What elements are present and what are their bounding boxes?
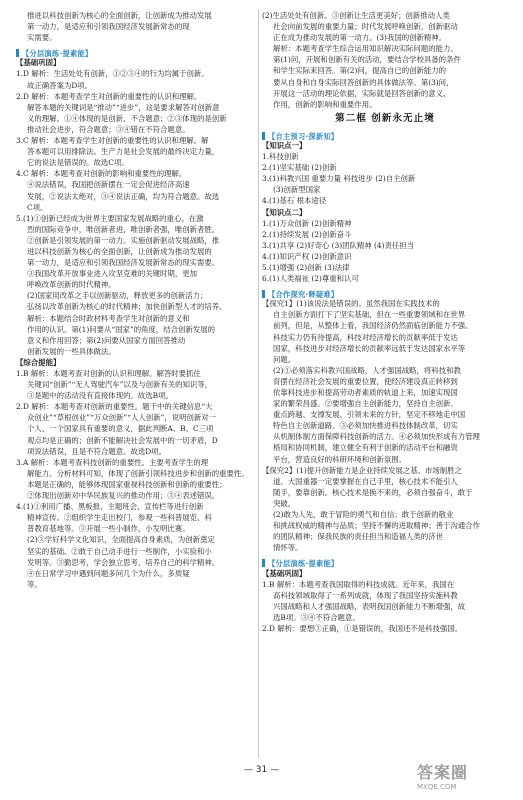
watermark-logo — [417, 760, 513, 794]
text-line: 依靠科技进步和提高劳动者素质的轨道上来，加速实现国 — [273, 388, 458, 397]
text-line: 突破。 — [273, 498, 296, 508]
text-line: 开展这一活动的理论依据，实际就是回答创新的意义、 — [273, 88, 451, 98]
text-line: 道。大国重器一定要掌握在自己手里，核心技术不能引人 — [273, 476, 458, 486]
text-line: 从机制体制方面保障科技创新的活力。④必须加快形成有力管理 — [273, 432, 480, 442]
text-line: 关键词“创新”“无人驾驶汽车”以及与创新有关的知识等， — [27, 380, 213, 390]
lesson-title: 第二框 创新永无止境 — [335, 112, 435, 124]
text-line: ③我国改革开放事业进入攻坚克难的关键时期，更加 — [27, 269, 197, 279]
text-line: 发明等。③勤思考，学会独立思考，培养自己的科学精神。 — [27, 557, 220, 567]
text-line: 解析：本题结合时政材料考查学生对创新的意义和 — [27, 313, 190, 323]
text-line: 兴国战略和人才强国战略，表明我国创新能力不断增强，故 — [273, 601, 466, 611]
text-line: 项说法错误，且是不符合题意。故选D项。 — [27, 446, 166, 456]
text-line: (2)国家用改革之手以创新驱动，释放更多的创新活力； — [27, 291, 208, 301]
text-line: 推动社会进步，符合题意；③④错在不符合题意。 — [27, 124, 190, 134]
text-line: 坚实的基础。②敢于自己动手进行一些制作，小实验和小 — [27, 546, 212, 556]
section-heading: 【基础巩固】 — [262, 568, 307, 578]
right-column — [262, 10, 508, 634]
text-line: 义的理解。①④体现的是创新，不合题意；②③体现的是创新 — [27, 113, 227, 123]
page-number: — 31 — — [243, 765, 280, 775]
text-line: 本题是正确的，能够体现国家重视科技创新和创新的重要性； — [27, 479, 227, 489]
text-line: 3.A 解析：本题考查科技创新的重要性。主要考查学生的理 — [16, 457, 209, 467]
band-marker — [262, 290, 265, 298]
text-line: 4.(1)①利用广播、黑板报、主题班会、宣传栏等进行创新 — [16, 502, 204, 512]
text-line: 平台，营造良好的科研环境和创新氛围。 — [273, 454, 407, 464]
text-line: 要从自身和自身实际回答创新的具体做法等。第(3)问， — [273, 77, 454, 87]
text-line: 推进以科技创新为核心的全面创新，让创新成为推动发展 — [27, 11, 212, 20]
text-line: 1.科技创新 — [262, 152, 299, 162]
band-marker — [16, 49, 19, 57]
text-line: 5.(1)①创新已经成为世界主要国家发展战略的重心。在激 — [16, 213, 204, 223]
text-line: 创新发展的一些具体做法。 — [27, 346, 116, 356]
section-band-label: 【分层演练·提素能】 — [268, 559, 339, 569]
text-line: 高科技领域取得了一系列成就，体现了我国坚持实施科教 — [273, 590, 458, 600]
text-line: 1.(1)万众创新 (2)创新精神 — [262, 218, 352, 228]
text-line: 问题。 — [273, 354, 296, 364]
text-line: 3.C 解析：本题考查学生对创新的重要性的认识和理解。解 — [16, 136, 209, 146]
section-heading: 【综合提能】 — [16, 357, 61, 367]
text-line: 观点均是正确的；创新不能解决社会发展中的一切矛盾，D — [27, 435, 218, 445]
text-line: 4.(1)基石 根本途径 — [262, 196, 327, 206]
text-line: 正在成为推动发展的第一动力。(3)我国的创新精神。 — [273, 33, 447, 43]
watermark-text: 答案圈 — [417, 763, 469, 782]
section-band — [16, 45, 253, 59]
text-line: 家的繁荣昌盛。②要增强自主创新能力，坚持自主创新、 — [273, 399, 458, 409]
text-line: ③是题中的活动没有直接体现的。故选B项。 — [27, 391, 173, 401]
text-line: 情怀等。 — [273, 543, 303, 553]
text-line: 解析：本题考查学生综合运用知识解决实际问题的能力。 — [273, 44, 458, 54]
text-line: 国家，科技进步对经济增长的贡献率远低于发达国家水平等 — [273, 343, 466, 353]
text-line: 特色自主创新道路。③必须加快推进科技体制改革，切实 — [273, 421, 458, 431]
text-line: 和挑战权威的精神与品质；坚持不懈的进取精神；善于沟通合作 — [273, 521, 480, 531]
left-column — [16, 10, 253, 590]
text-line: 6.(1)人类福祉 (2)尊重和认可 — [262, 274, 359, 284]
text-line: 第一动力，是适应和引领我国经济发展新常态的现实需要。 — [27, 258, 220, 268]
section-band — [262, 128, 508, 139]
text-line: (2)①必须落实科教兴国战略，人才强国战略，将科技和教 — [273, 365, 461, 375]
text-line: 4.C 解析：本题考查对创新的影响和重要性的理解。 — [16, 169, 187, 179]
text-line: 解答本题的关键词是“推动”“进步”，这是要求解答对创新意 — [27, 102, 220, 112]
text-line: 1.D 解析：生活处处有创新，①②③④的行为均属于创新。 — [16, 69, 209, 79]
text-line: 和学生实际来回答。第(2)问，提高自已的创新能力的 — [273, 66, 447, 76]
text-line: (2)③学好科学文化知识，全面提高自身素质，为创新奠定 — [27, 535, 215, 545]
text-line: 2.D 解析：本题考查对创新的重要性。题干中的关键信息“大 — [16, 402, 213, 412]
text-line: 3.(1)共享 (2)好奇心 (3)团队精神 (4)责任担当 — [262, 240, 415, 250]
text-line: (2)生活处处有创新。③创新让生活更美好；创新推动人类 — [262, 11, 450, 20]
text-line: 【探究1】(1)该说法是错误的。虽然我国在实践技术的 — [262, 299, 440, 309]
text-line: 社会向前发展的重要力量；时代发展呼唤创新，创新驱动 — [273, 22, 458, 32]
text-line: 精神宣传。②组织学生走出校门，参观一些科普展览、科 — [27, 513, 212, 523]
text-line: 作用的认识。第(1)问要从“国家”的角度，结合创新发展的 — [27, 324, 216, 334]
band-marker — [262, 559, 265, 567]
text-line: 烈的国际竞争中，唯创新者进，唯创新者强，唯创新者胜。 — [27, 224, 220, 234]
section-band — [262, 555, 508, 569]
text-line: 众创业”“草根创业”“万众创新”“人人创新”，说明创新对一 — [27, 413, 217, 423]
text-line: ②创新是引领发展的第一动力。实施创新驱动发展战略，推 — [27, 235, 220, 245]
text-line: 随手，要靠创新。核心技术是换不来的，必须自强奋斗，敢于 — [273, 487, 473, 497]
text-line: ②体现出创新对中华民族复兴的推动作用；③④表述错误。 — [27, 491, 220, 501]
watermark-url: MXQE.COM — [417, 783, 457, 791]
text-line: 普教育基地等。③开展一些小制作，小发明比赛。 — [27, 524, 190, 534]
section-heading: 【基础巩固】 — [16, 58, 61, 68]
text-line: 格局和协同机制，建立健全有利于创新的活动平台和融资 — [273, 443, 458, 453]
text-line: 等。 — [27, 579, 42, 589]
text-line: 解能力。分析材料可知，体现了创新引领科技进步和创新的重要性。 — [27, 468, 249, 478]
text-line: (3)创新型国家 — [273, 185, 321, 195]
text-line: ④说法错误，我国把创新摆在一定会促进经济高速 — [27, 180, 190, 190]
text-line: 选B项。③④不符合题意。 — [273, 612, 360, 622]
text-line: 个人、一个国家具有重要的意义，据此判断A、B、C三项 — [27, 424, 214, 434]
section-band — [262, 286, 508, 300]
section-band-label: 【自主预习·探新知】 — [268, 131, 339, 141]
text-line: 2.D 解析：要想③正确，①是错误的，我国还不是科技强国。 — [262, 623, 463, 633]
section-heading: 【知识点一】 — [262, 140, 307, 150]
band-marker — [262, 132, 265, 140]
column-divider — [258, 10, 259, 758]
text-line: 它的说法是错误的。故选C项。 — [27, 158, 129, 168]
section-band-label: 【分层演练·提素能】 — [22, 49, 93, 59]
text-line: C项。 — [27, 202, 48, 212]
text-line: 育摆在经济社会发展的重要位置，使经济建设真正转移到 — [273, 376, 458, 386]
text-line: 2.(1)坚实基础 (2)创新 — [262, 163, 337, 173]
section-heading: 【知识点二】 — [262, 207, 307, 217]
section-band-label: 【合作探究·释疑难】 — [268, 290, 339, 300]
text-line: 意义和作用回答；第(2)问要从国家方面回答推动 — [27, 335, 186, 345]
text-line: 呼唤改革创新的时代精神。 — [27, 280, 116, 290]
text-line: 5.(1)增强 (2)创新 (3)法律 — [262, 262, 350, 272]
text-line: 1.B 解析：本题考查我国取得的科技成就。近年来，我国在 — [262, 579, 455, 589]
text-line: 前列，但是，从整体上看，我国经济仍然面临创新能力不强、 — [273, 321, 473, 331]
text-line: 故正确答案为D项。 — [27, 80, 93, 90]
text-line: 1.B 解析：本题考查对创新的认识和理解。解答时要抓住 — [16, 369, 201, 378]
text-line: ④在日常学习中遇到问题多问几个为什么，多质疑 — [27, 568, 190, 578]
text-line: 【探究2】(1)提升创新能力是企业持续发展之基、市场制胜之 — [262, 465, 462, 475]
text-line: (2)敢为人先，敢于冒险的勇气和自信；敢于创新的敬业 — [273, 510, 454, 520]
text-line: 进以科技创新为核心的全面创新，让创新成为推动发展的 — [27, 246, 212, 256]
text-line: 作用，创新的影响和重要作用。 — [273, 99, 377, 109]
text-line: 科技实力仍有待提高，科技对经济增长的贡献率低于发达 — [273, 332, 458, 342]
text-line: 第一动力，是适应和引领我国经济发展新常态的现 — [27, 22, 190, 32]
text-line: 自主创新方面打下了坚实基础，但在一些重要领域和在世界 — [273, 310, 466, 320]
text-line: 4.(1)知识产权 (2)创新意识 — [262, 251, 352, 261]
text-line: 3.(1)科教兴国 重要力量 科技进步 (2)自主创新 — [262, 174, 416, 184]
text-line: 2.(1)持续发展 (2)创新奋斗 — [262, 229, 352, 239]
text-line: 发展，②说法太绝对，③④说法正确，均为符合题意。故选 — [27, 191, 220, 201]
text-line: 实需要。 — [27, 33, 57, 43]
text-line: 答本题可以用排除法。生产力是社会发展的最终决定力量， — [27, 147, 220, 157]
text-line: 重点跨越、支撑发展、引领未来的方针，坚定不移地走中国 — [273, 410, 466, 420]
text-line: 弘扬以改革创新为核心的时代精神；加快创新型人才的培养。 — [27, 302, 227, 312]
text-line: 第(1)问，开展和创新有关的活动，要结合学校具备的条件 — [273, 55, 461, 65]
text-line: 2.D 解析：本题考查学生对创新的重要性的认识和理解。 — [16, 91, 202, 101]
text-line: 的团队精神；保我民族的责任担当和造福人类的济世 — [273, 532, 443, 542]
